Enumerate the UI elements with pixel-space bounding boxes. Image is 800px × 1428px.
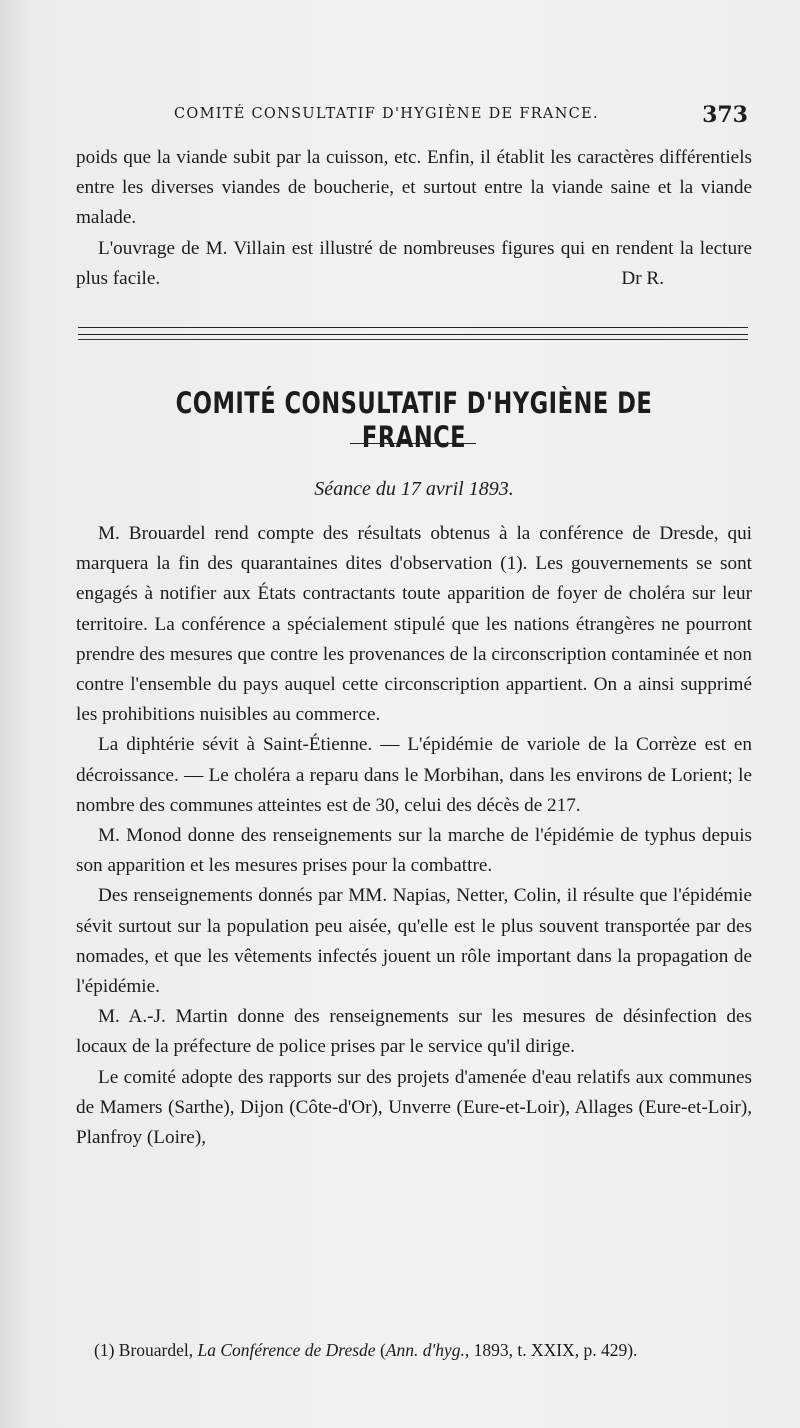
minutes-paragraph: Le comité adopte des rapports sur des projets d'amenée d'eau relatifs aux communes de Mamers (Sarthe), Dijon (Côte-d'Or), Unverre (Eure-et-Loir), Allages (Eure-et-Loir), Planfroy (Loire), [76,1066,752,1149]
footnote-text [76,1337,752,1363]
minutes-paragraph: La diphtérie sévit à Saint-Étienne. — L'épidémie de variole de la Corrèze est en décroissance. — Le choléra a reparu dans le Morbihan, dans les environs de Lorient; le nombre des communes atteintes est de 30, celui des décès de 217. [76,734,752,816]
footnote-lead: (1) Brouardel, [94,1340,194,1360]
review-paragraph-2-text: L'ouvrage de M. Villain est illustré de nombreuses figures qui en rendent la lecture plus facile. [76,237,752,289]
minutes-text [76,519,752,1153]
review-end-text [76,143,752,294]
minutes-paragraph: M. Monod donne des renseignements sur la marche de l'épidémie de typhus depuis son apparition et les mesures prises pour la combattre. [76,825,752,877]
review-paragraph-2 [76,234,752,294]
review-paragraph-1: poids que la viande subit par la cuisson, etc. Enfin, il établit les caractères différentiels entre les diverses viandes de boucherie, et surtout entre la viande saine et la viande malade. [76,147,752,229]
footnote-open-paren: ( [379,1340,386,1360]
section-divider-single [78,339,748,340]
running-head-title: COMITÉ CONSULTATIF D'HYGIÈNE DE FRANCE. [174,106,599,122]
minutes-paragraph: M. A.-J. Martin donne des renseignements sur les mesures de désinfection des locaux de la préfecture de police prises par le service qu'il dirige. [76,1006,752,1058]
footnote-work-title: La Conférence de Dresde [197,1340,376,1360]
footnote-journal: Ann. d'hyg. [385,1340,465,1360]
minutes-paragraph: M. Brouardel rend compte des résultats obtenus à la conférence de Dresde, qui marquera la fin des quarantaines dites d'observation (1). Les gouvernements se sont engagés à notifier aux États contractants toute apparition de foyer de choléra sur leur territoire. La conférence a spécialement stipulé que les nations étrangères ne pourront prendre des mesures que contre les provenances de la circonscription contaminée et non contre l'ensemble du pays auquel cette circonscription appartient. On a ainsi supprimé les prohibitions nuisibles au commerce. [76,523,752,726]
running-head [76,104,752,128]
section-divider-double [78,327,748,335]
minutes-paragraph: Des renseignements donnés par MM. Napias, Netter, Colin, il résulte que l'épidémie sévit surtout sur la population peu aisée, qu'elle est le plus souvent transportée par des nomades, et que les vêtements infectés jouent un rôle important dans la propagation de l'épidémie. [76,885,752,998]
title-underline [350,443,476,444]
session-date: Séance du 17 avril 1893. [314,478,514,500]
page-number: 373 [702,102,748,128]
footnote-rest: , 1893, t. XXIX, p. 429). [464,1340,638,1360]
review-signature: Dr R. [621,267,664,289]
footnote [76,1337,752,1363]
section-title: COMITÉ CONSULTATIF D'HYGIÈNE DE FRANCE [175,386,653,454]
